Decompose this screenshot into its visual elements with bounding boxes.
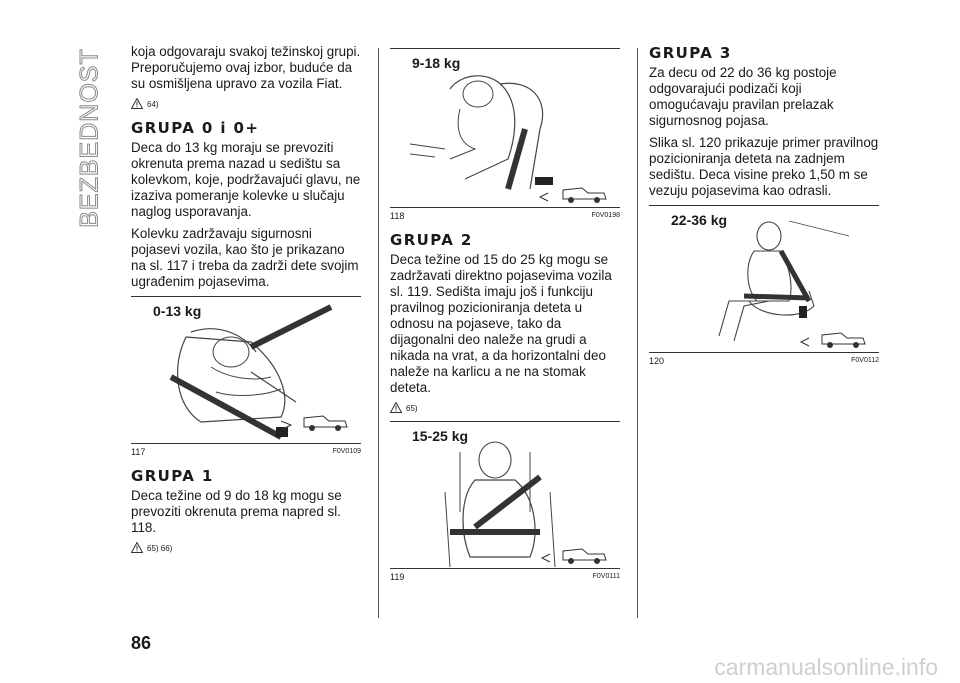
- figure-118: [390, 48, 620, 207]
- paragraph: Deca težine od 9 do 18 kg mogu se prevoziti okrenuta prema napred sl. 118.: [131, 488, 342, 535]
- figure-code: F0V0111: [592, 573, 620, 580]
- figure-weight-label: 15-25 kg: [412, 428, 469, 444]
- figure-120: [649, 205, 879, 352]
- figure-code: F0V0198: [591, 212, 620, 219]
- figure-number: 118: [390, 211, 405, 221]
- car-icon: [822, 333, 865, 348]
- section-side-tab: [70, 48, 110, 228]
- warning-icon: [131, 98, 143, 109]
- warning-reference: [131, 542, 361, 553]
- figure-number: 117: [131, 447, 146, 457]
- child-seat-forward-illustration: [390, 49, 620, 207]
- section-heading-group-3: GRUPA 3: [649, 44, 732, 62]
- paragraph: Za decu od 22 do 36 kg postoje odgovarajući podizači koji omogućavaju pravilan prelazak sigurnosnog pojasa.: [649, 65, 837, 128]
- figure-code: F0V0112: [851, 357, 879, 364]
- section-heading-group-1: GRUPA 1: [131, 467, 214, 485]
- warning-reference-number: 65) 66): [147, 544, 173, 553]
- section-side-tab-label: BEZBEDNOST: [75, 48, 104, 228]
- footer-watermark: [0, 652, 960, 683]
- car-icon: [563, 549, 606, 564]
- figure-weight-label: 0-13 kg: [153, 303, 202, 319]
- figure-caption: [131, 443, 361, 457]
- section-heading-group-2: GRUPA 2: [390, 231, 473, 249]
- car-icon: [304, 416, 347, 431]
- column-3: [649, 44, 879, 374]
- column-divider: [378, 48, 379, 618]
- page-number: 86: [131, 633, 152, 653]
- intro-paragraph: koja odgovaraju svakoj težinskoj grupi. Preporučujemo ovaj izbor, buduće da su osmišljena upravo za vozila Fiat.: [131, 44, 361, 91]
- paragraph: Slika sl. 120 prikazuje primer pravilnog pozicioniranja deteta na zadnjem sedištu. Deca visine preko 1,50 m se vezuju pojasevima kao odrasli.: [649, 135, 879, 198]
- figure-caption: [390, 568, 620, 582]
- paragraph: Deca do 13 kg moraju se prevoziti okrenuta prema nazad u sedištu sa kolevkom, koje, podržavajući glavu, ne izaziva pomeranje kolevke u slučaju naglog usporavanja.: [131, 140, 361, 219]
- warning-reference: [131, 98, 361, 109]
- column-2: [390, 44, 620, 590]
- figure-caption: [390, 207, 620, 221]
- column-divider: [637, 48, 638, 618]
- figure-caption: [649, 352, 879, 366]
- warning-reference-number: 64): [147, 100, 159, 109]
- paragraph: Kolevku zadržavaju sigurnosni pojasevi vozila, kao što je prikazano na sl. 117 i treba da zadrži dete svojim ugrađenim pojasevima.: [131, 226, 359, 289]
- warning-icon: [131, 542, 143, 553]
- section-heading-group-0: GRUPA 0 i 0+: [131, 119, 260, 137]
- footer-watermark-text: carmanualsonline.info: [714, 654, 938, 680]
- figure-code: F0V0109: [332, 448, 361, 455]
- warning-reference: [390, 402, 620, 413]
- figure-119: [390, 421, 620, 568]
- figure-weight-label: 22-36 kg: [671, 212, 728, 228]
- figure-117: [131, 296, 361, 443]
- figure-number: 119: [390, 572, 405, 582]
- column-1: [131, 44, 361, 561]
- paragraph: Deca težine od 15 do 25 kg mogu se zadržavati direktno pojasevima vozila sl. 119. Sedišta imaju još i funkciju pravilnog pozicioniranja deteta u odnosu na pojaseve, tako da dijagonalni deo naleže na grudi a nikada na vrat, a da horizontalni deo naleže na karlicu a ne na stomak deteta.: [390, 252, 612, 395]
- car-icon: [563, 188, 606, 203]
- figure-number: 120: [649, 356, 665, 366]
- figure-weight-label: 9-18 kg: [412, 55, 461, 71]
- warning-icon: [390, 402, 402, 413]
- warning-reference-number: 65): [406, 404, 418, 413]
